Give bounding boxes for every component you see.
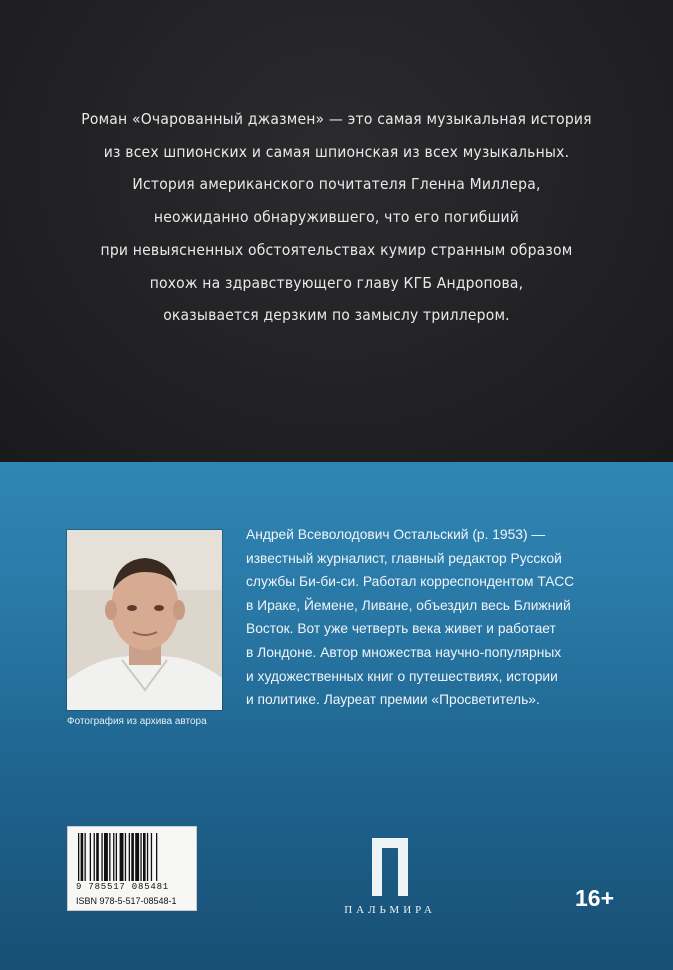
blurb-line: неожиданно обнаружившего, что его погибший [153, 208, 520, 227]
publisher-name: ПАЛЬМИРА [344, 904, 436, 916]
blurb-line: похож на здравствующего главу КГБ Андропова, [149, 273, 524, 292]
bio-line: известный журналист, главный редактор Русской [246, 550, 562, 566]
bio-line: службы Би-би-си. Работал корреспондентом ТАСС [246, 574, 575, 590]
publisher-logo [368, 838, 412, 900]
bio-line: Андрей Всеволодович Остальский (р. 1953) — [246, 527, 546, 542]
blurb-line: История американского почитателя Гленна Миллера, [132, 175, 541, 194]
blurb-line: из всех шпионских и самая шпионская из всех музыкальных. [103, 142, 570, 161]
book-blurb [40, 103, 633, 332]
column-arch-icon [368, 838, 412, 896]
bio-line: и художественных книг о путешествиях, истории [246, 668, 558, 684]
age-rating-badge: 16+ [575, 885, 615, 911]
blurb-line: при невыясненных обстоятельствах кумир странным образом [100, 240, 573, 259]
barcode [67, 826, 197, 911]
bio-line: и политике. Лауреат премии «Просветитель». [246, 692, 540, 708]
bio-line: в Лондоне. Автор множества научно-популярных [246, 644, 562, 660]
isbn-number: ISBN 978-5-517-08548-1 [76, 896, 177, 906]
blurb-line: Роман «Очарованный джазмен» — это самая музыкальная история [81, 110, 592, 128]
author-bio [246, 523, 646, 712]
cover-top-panel [0, 0, 673, 462]
author-portrait-icon [67, 530, 222, 710]
bio-line: в Ираке, Йемене, Ливане, объездил весь Ближний [246, 597, 571, 613]
barcode-digits: 9 785517 085481 [76, 882, 170, 892]
photo-caption: Фотография из архива автора [67, 716, 207, 727]
bio-line: Восток. Вот уже четверть века живет и работает [246, 621, 556, 637]
blurb-line: оказывается дерзким по замыслу триллером. [163, 306, 510, 325]
author-photo [67, 530, 222, 710]
barcode-bars-icon [76, 833, 190, 881]
